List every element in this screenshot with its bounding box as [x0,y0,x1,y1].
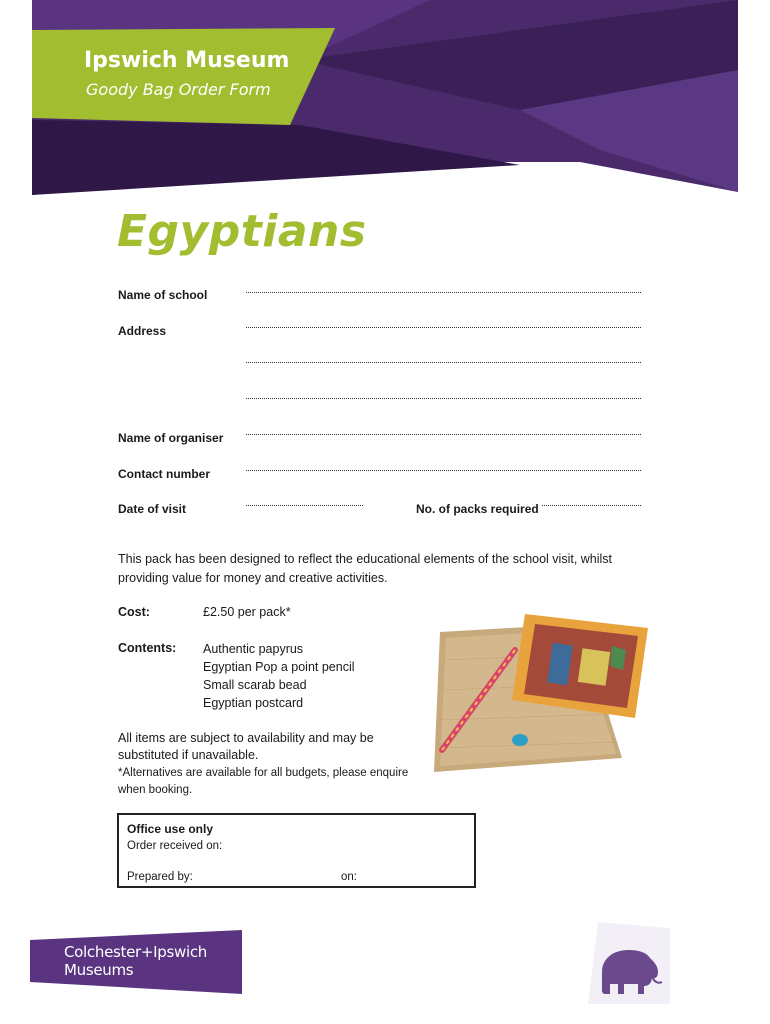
mammoth-icon [588,922,670,1004]
footer-logo-line-1: Colchester+Ipswich [64,943,208,961]
colchester-ipswich-logo [30,930,242,994]
intro-text: This pack has been designed to reflect the educational elements of the school visit, whilst providing value for money and creative activities. [118,552,613,585]
address-field-line-1[interactable] [246,327,641,328]
address-field-line-3[interactable] [246,398,641,399]
office-title: Office use only [127,822,214,836]
list-item: Egyptian Pop a point pencil [203,660,355,674]
list-item: Small scarab bead [203,678,307,692]
contents-label: Contents: [118,641,177,655]
list-item: Egyptian postcard [203,696,304,710]
list-item: Authentic papyrus [203,642,304,656]
date-field[interactable] [246,505,363,506]
goody-bag-photo [430,610,655,775]
header-banner [0,0,770,200]
office-use-box [117,813,476,888]
contact-label: Contact number [118,467,211,481]
packs-label: No. of packs required [416,502,539,516]
address-label: Address [118,324,167,338]
order-received-label: Order received on: [127,840,223,852]
organiser-field[interactable] [246,434,641,435]
address-field-line-2[interactable] [246,362,641,363]
alternatives-note: *Alternatives are available for all budgets, please enquire when booking. [118,767,409,796]
school-label: Name of school [118,288,208,302]
footer-logo-line-2: Museums [64,961,134,979]
prepared-on-label: on: [341,871,357,883]
availability-note: All items are subject to availability and may be substituted if unavailable. [118,731,374,762]
contents-list [203,640,355,712]
form-subtitle: Goody Bag Order Form [86,80,271,99]
museum-name: Ipswich Museum [84,48,290,73]
organiser-label: Name of organiser [118,431,224,445]
school-field[interactable] [246,292,641,293]
date-label: Date of visit [118,502,187,516]
packs-field[interactable] [542,505,641,506]
page-title: Egyptians [117,206,367,257]
cost-value: £2.50 per pack* [203,605,291,619]
cost-label: Cost: [118,605,150,619]
contact-field[interactable] [246,470,641,471]
prepared-by-label: Prepared by: [127,871,193,883]
